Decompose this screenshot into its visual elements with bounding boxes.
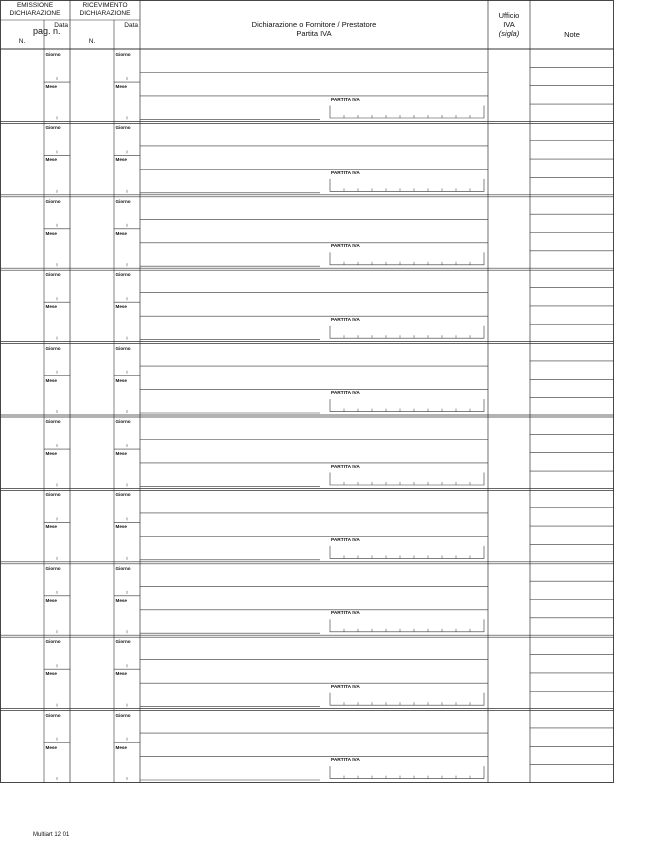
dichiarazione-header: Dichiarazione o Fornitore / Prestatore Partita IVA	[251, 20, 377, 38]
ufficio-iva-header: Ufficio IVA (sigla)	[498, 11, 520, 38]
note-header: Note	[564, 30, 580, 39]
partita-iva-box	[330, 399, 484, 411]
partita-iva-label: PARTITA IVA	[331, 537, 360, 543]
partita-iva-box	[330, 179, 484, 191]
emissione-mese-label: Mese	[45, 230, 57, 236]
emissione-mese-label: Mese	[45, 451, 57, 457]
ricevimento-giorno-label: Giorno	[115, 712, 131, 718]
emissione-giorno-label: Giorno	[45, 565, 61, 571]
emissione-mese-label: Mese	[45, 84, 57, 90]
partita-iva-box	[330, 619, 484, 631]
ricevimento-mese-label: Mese	[115, 230, 127, 236]
partita-iva-label: PARTITA IVA	[331, 317, 360, 323]
ricevimento-mese-label: Mese	[115, 304, 127, 310]
emissione-mese-label: Mese	[45, 304, 57, 310]
partita-iva-label: PARTITA IVA	[331, 170, 360, 176]
partita-iva-box	[330, 326, 484, 338]
partita-iva-box	[330, 252, 484, 264]
partita-iva-label: PARTITA IVA	[331, 611, 360, 617]
partita-iva-label: PARTITA IVA	[331, 758, 360, 764]
page-number-label: pag. n.	[33, 26, 61, 36]
ricevimento-giorno-label: Giorno	[115, 272, 131, 278]
partita-iva-label: PARTITA IVA	[331, 391, 360, 397]
partita-iva-label: PARTITA IVA	[331, 97, 360, 103]
ricevimento-giorno-label: Giorno	[115, 52, 131, 57]
ricevimento-mese-label: Mese	[115, 671, 127, 677]
emissione-mese-label: Mese	[45, 377, 57, 383]
ricevimento-giorno-label: Giorno	[115, 639, 131, 645]
partita-iva-box	[330, 766, 484, 778]
ricevimento-mese-label: Mese	[115, 377, 127, 383]
emissione-n-label: N.	[18, 38, 26, 45]
emissione-mese-label: Mese	[45, 744, 57, 750]
partita-iva-box	[330, 693, 484, 705]
partita-iva-label: PARTITA IVA	[331, 684, 360, 690]
emissione-giorno-label: Giorno	[45, 272, 61, 278]
emissione-giorno-label: Giorno	[45, 639, 61, 645]
partita-iva-label: PARTITA IVA	[331, 244, 360, 250]
ricevimento-giorno-label: Giorno	[115, 565, 131, 571]
emissione-giorno-label: Giorno	[45, 419, 61, 424]
emissione-giorno-label: Giorno	[45, 198, 61, 204]
ricevimento-mese-label: Mese	[115, 744, 127, 750]
emissione-giorno-label: Giorno	[45, 492, 61, 498]
ricevimento-mese-label: Mese	[115, 597, 127, 603]
emissione-mese-label: Mese	[45, 671, 57, 677]
ricevimento-header: RICEVIMENTO DICHIARAZIONE	[79, 2, 131, 17]
emissione-giorno-label: Giorno	[45, 712, 61, 718]
emissione-giorno-label: Giorno	[45, 345, 61, 351]
ricevimento-giorno-label: Giorno	[115, 198, 131, 204]
ricevimento-giorno-label: Giorno	[115, 345, 131, 351]
partita-iva-box	[330, 546, 484, 558]
emissione-mese-label: Mese	[45, 524, 57, 530]
ricevimento-giorno-label: Giorno	[115, 419, 131, 424]
form-code-footer: Multiart 12 01	[33, 832, 70, 838]
ricevimento-mese-label: Mese	[115, 451, 127, 457]
emissione-mese-label: Mese	[45, 597, 57, 603]
ricevimento-mese-label: Mese	[115, 84, 127, 90]
ricevimento-giorno-label: Giorno	[115, 492, 131, 498]
ricevimento-giorno-label: Giorno	[115, 125, 131, 131]
emissione-giorno-label: Giorno	[45, 125, 61, 131]
emissione-header: EMISSIONE DICHIARAZIONE	[9, 2, 61, 17]
emissione-mese-label: Mese	[45, 157, 57, 163]
ricevimento-mese-label: Mese	[115, 524, 127, 530]
emissione-data-label: Data	[54, 22, 68, 29]
emissione-giorno-label: Giorno	[45, 52, 61, 57]
partita-iva-box	[330, 106, 484, 118]
ricevimento-mese-label: Mese	[115, 157, 127, 163]
form-border	[1, 1, 614, 783]
partita-iva-box	[330, 473, 484, 485]
ricevimento-data-label: Data	[124, 22, 138, 29]
ricevimento-n-label: N.	[88, 38, 96, 45]
partita-iva-label: PARTITA IVA	[331, 464, 360, 470]
